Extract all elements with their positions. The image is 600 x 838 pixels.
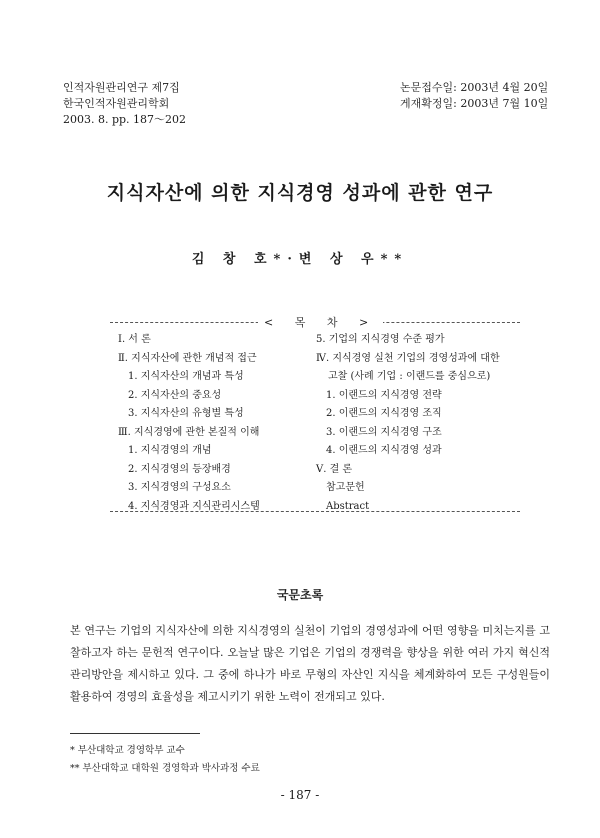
toc-item: 1. 지식자산의 개념과 특성 xyxy=(128,371,244,382)
toc-item: 1. 이랜드의 지식경영 전략 xyxy=(326,389,442,401)
toc-item: 참고문헌 xyxy=(326,482,365,493)
abstract-title: 국문초록 xyxy=(276,588,324,602)
toc-right-column xyxy=(316,331,500,516)
footnote-author-2: ** 부산대학교 대학원 경영학과 박사과정 수료 xyxy=(70,763,260,774)
toc-item: Ⅳ. 지식경영 실천 기업의 경영성과에 대한 xyxy=(316,352,500,364)
toc-heading: < 목 차 > xyxy=(258,314,383,330)
issue-info: 2003. 8. pp. 187～202 xyxy=(63,113,187,126)
toc-item: 고찰 (사례 기업 : 이랜드를 중심으로) xyxy=(328,371,491,382)
toc-item: 2. 지식경영의 등장배경 xyxy=(128,463,231,475)
journal-info xyxy=(63,80,186,128)
toc-item: Ⅱ. 지식자산에 관한 개념적 접근 xyxy=(118,352,257,364)
footnote-author-1: * 부산대학교 경영학부 교수 xyxy=(70,745,185,756)
toc-item: 3. 지식경영의 구성요소 xyxy=(128,482,231,493)
toc-left-column xyxy=(118,331,260,516)
toc-item: 4. 이랜드의 지식경영 성과 xyxy=(326,445,442,456)
received-date: 논문접수일: 2003년 4월 20일 xyxy=(400,81,549,94)
toc-item: 1. 지식경영의 개념 xyxy=(128,445,212,456)
journal-name: 인적자원관리연구 제7집 xyxy=(63,81,180,94)
toc-item: Ⅴ. 결 론 xyxy=(316,463,353,475)
toc-item: 4. 지식경영과 지식관리시스템 xyxy=(128,500,260,512)
accepted-date: 게재확정일: 2003년 7월 10일 xyxy=(400,97,549,110)
toc-item: 3. 이랜드의 지식경영 구조 xyxy=(326,426,442,438)
page-number: - 187 - xyxy=(280,788,320,802)
toc-item: 3. 지식자산의 유형별 특성 xyxy=(128,408,244,419)
submission-dates xyxy=(400,80,548,112)
abstract-body: 본 연구는 기업의 지식자산에 의한 지식경영의 실천이 기업의 경영성과에 어떤 영향을 미치는지를 고찰하고자 하는 문헌적 연구이다. 오늘날 많은 기업은 기업의 경쟁력을 향상을 위한 여러 가지 혁신적 관리방안을 제시하고 있다. 그 중에 하나가 바로 무형의 자산인 지식을 체계화하여 모든 구성원들이 활용하여 경영의 효율성을 제고시키기 위한 노력이 전개되고 있다. xyxy=(70,624,550,703)
toc-item: 2. 지식자산의 중요성 xyxy=(128,389,222,401)
authors: 김 창 호*·변 상 우** xyxy=(191,252,409,267)
toc-item: Ⅲ. 지식경영에 관한 본질적 이해 xyxy=(118,426,260,438)
society-name: 한국인적자원관리학회 xyxy=(63,97,170,110)
toc-item: Abstract xyxy=(326,500,370,512)
toc-item: Ⅰ. 서 론 xyxy=(118,334,151,345)
paper-title: 지식자산에 의한 지식경영 성과에 관한 연구 xyxy=(106,182,494,204)
toc-item: 2. 이랜드의 지식경영 조직 xyxy=(326,408,442,419)
toc-item: 5. 기업의 지식경영 수준 평가 xyxy=(316,334,445,345)
footnote-rule xyxy=(70,733,200,734)
